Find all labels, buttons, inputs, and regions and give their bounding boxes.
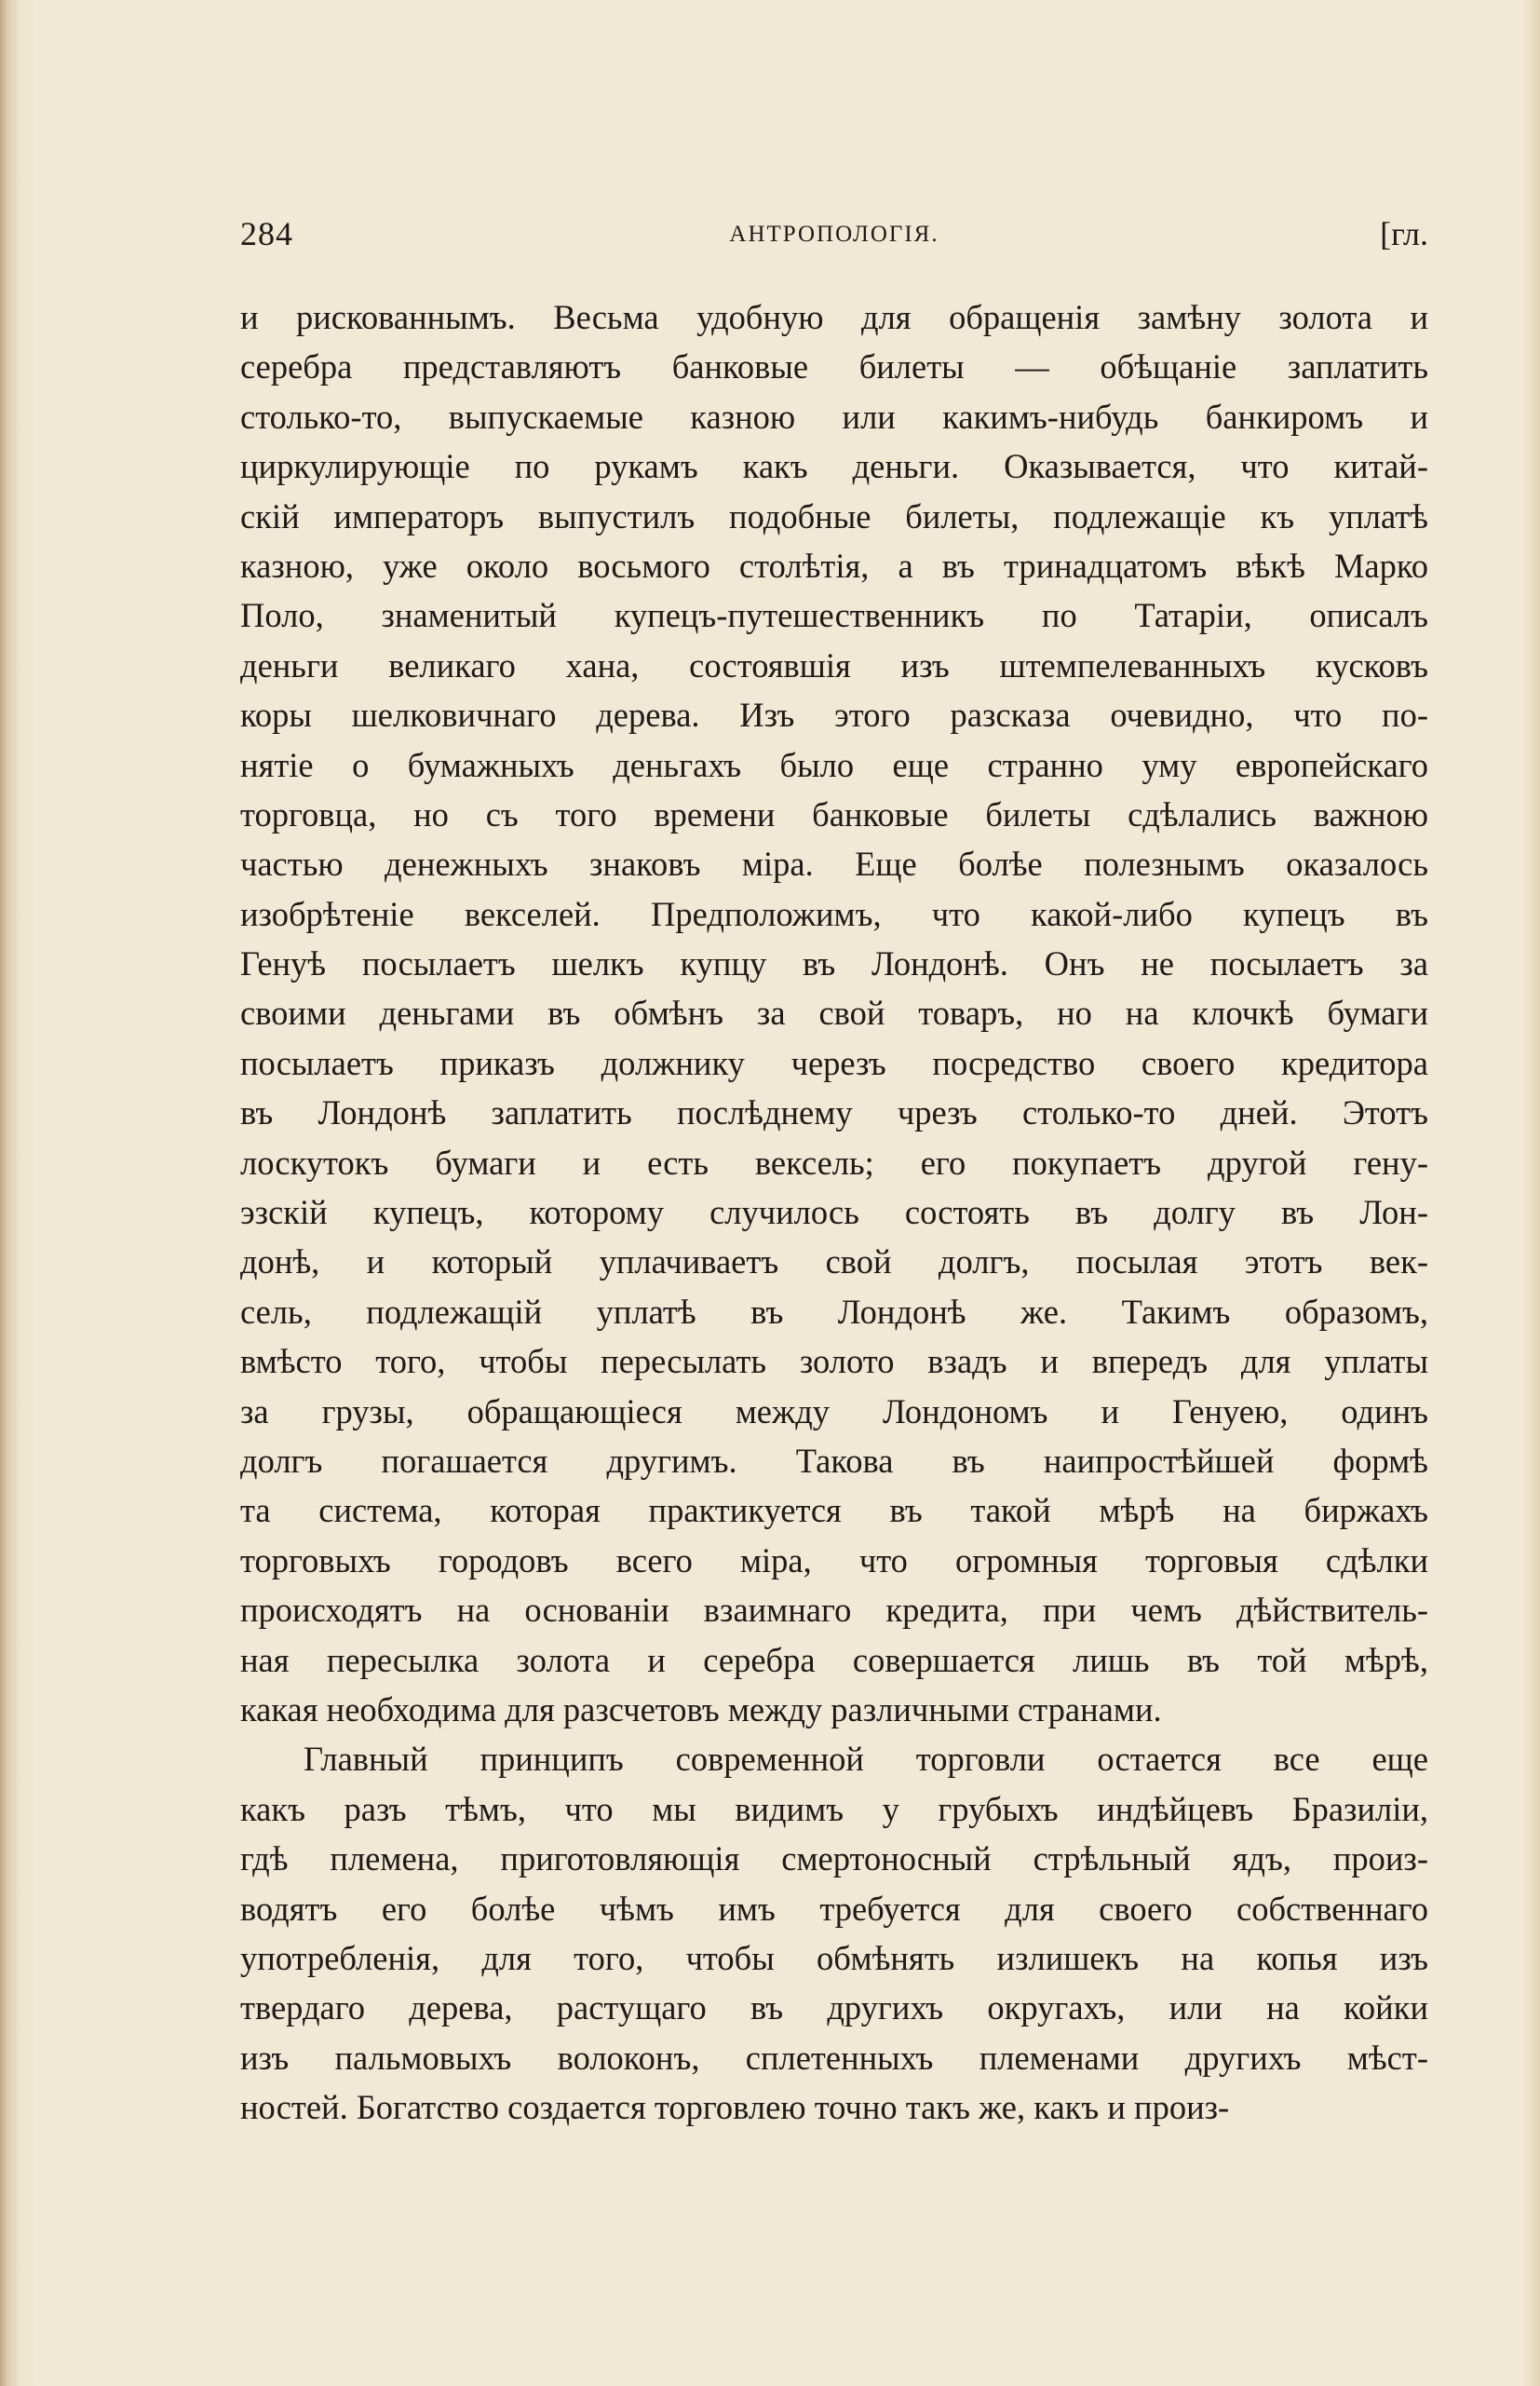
text-line: Поло, знаменитый купецъ-путешественникъ по Татаріи, описалъ <box>240 596 1428 635</box>
text-line: твердаго дерева, растущаго въ другихъ округахъ, или на койки <box>240 1988 1428 2027</box>
body-text <box>240 292 1428 2132</box>
text-line: ная пересылка золота и серебра совершается лишь въ той мѣрѣ, <box>240 1640 1428 1679</box>
text-line: казною, уже около восьмого столѣтія, а въ тринадцатомъ вѣкѣ Марко <box>240 546 1428 585</box>
text-line: посылаетъ приказъ должнику черезъ посредство своего кредитора <box>240 1043 1428 1082</box>
paragraph <box>240 292 1428 1734</box>
text-line: водятъ его болѣе чѣмъ имъ требуется для своего собственнаго <box>240 1889 1428 1928</box>
text-line: происходятъ на основаніи взаимнаго кредита, при чемъ дѣйствитель- <box>240 1591 1428 1630</box>
text-line: за грузы, обращающіеся между Лондономъ и Генуею, одинъ <box>240 1391 1428 1430</box>
paragraph <box>240 1734 1428 2132</box>
text-line: изъ пальмовыхъ волоконъ, сплетенныхъ племенами другихъ мѣст- <box>240 2038 1428 2077</box>
chapter-mark: [гл. <box>1380 215 1428 252</box>
text-line: деньги великаго хана, состоявшія изъ штемпелеванныхъ кусковъ <box>240 645 1428 685</box>
text-line: циркулирующіе по рукамъ какъ деньги. Оказывается, что китай- <box>240 447 1428 486</box>
text-line: нятіе о бумажныхъ деньгахъ было еще странно уму европейскаго <box>240 745 1428 784</box>
text-line: долгъ погашается другимъ. Такова въ наипростѣйшей формѣ <box>240 1441 1428 1480</box>
text-line: и рискованнымъ. Весьма удобную для обращенія замѣну золота и <box>240 298 1428 336</box>
text-line: употребленія, для того, чтобы обмѣнять излишекъ на копья изъ <box>240 1938 1428 1977</box>
text-line: сель, подлежащій уплатѣ въ Лондонѣ же. Такимъ образомъ, <box>240 1292 1428 1331</box>
text-line: гдѣ племена, приготовляющія смертоносный стрѣльный ядъ, произ- <box>240 1839 1428 1878</box>
text-line: вмѣсто того, чтобы пересылать золото взадъ и впередъ для уплаты <box>240 1342 1428 1381</box>
text-line: Главный принципъ современной торговли остается все еще <box>304 1740 1428 1779</box>
text-line: своими деньгами въ обмѣнъ за свой товаръ, но на клочкѣ бумаги <box>240 994 1428 1033</box>
text-line: серебра представляютъ банковые билеты — обѣщаніе заплатить <box>240 347 1428 386</box>
text-line: эзскій купецъ, которому случилось состоять въ долгу въ Лон- <box>240 1193 1428 1232</box>
text-line: торговыхъ городовъ всего міра, что огромныя торговыя сдѣлки <box>240 1540 1428 1579</box>
text-line: Генуѣ посылаетъ шелкъ купцу въ Лондонѣ. Онъ не посылаетъ за <box>240 944 1428 983</box>
text-line: ностей. Богатство создается торговлею точно такъ же, какъ и произ- <box>240 2088 1230 2127</box>
text-line: какая необходима для разсчетовъ между различными странами. <box>240 1689 1162 1728</box>
running-title: АНТРОПОЛОГІЯ. <box>729 222 939 247</box>
page-number: 284 <box>240 215 293 252</box>
text-line: торговца, но съ того времени банковые билеты сдѣлались важною <box>240 794 1428 834</box>
running-header <box>240 210 1428 263</box>
text-line: столько-то, выпускаемые казною или какимъ-нибудь банкиромъ и <box>240 397 1428 436</box>
text-line: изобрѣтеніе векселей. Предположимъ, что какой-либо купецъ въ <box>240 894 1428 933</box>
text-line: коры шелковичнаго дерева. Изъ этого разсказа очевидно, что по- <box>240 696 1428 735</box>
text-line: какъ разъ тѣмъ, что мы видимъ у грубыхъ индѣйцевъ Бразиліи, <box>240 1789 1428 1828</box>
text-line: та система, которая практикуется въ такой мѣрѣ на биржахъ <box>240 1491 1428 1530</box>
text-line: въ Лондонѣ заплатить послѣднему чрезъ столько-то дней. Этотъ <box>240 1093 1428 1132</box>
text-line: частью денежныхъ знаковъ міра. Еще болѣе полезнымъ оказалось <box>240 845 1428 884</box>
text-line: скій императоръ выпустилъ подобные билеты, подлежащіе къ уплатѣ <box>240 496 1428 535</box>
text-line: лоскутокъ бумаги и есть вексель; его покупаетъ другой гену- <box>240 1143 1428 1182</box>
text-line: донѣ, и который уплачиваетъ свой долгъ, посылая этотъ век- <box>240 1242 1428 1281</box>
